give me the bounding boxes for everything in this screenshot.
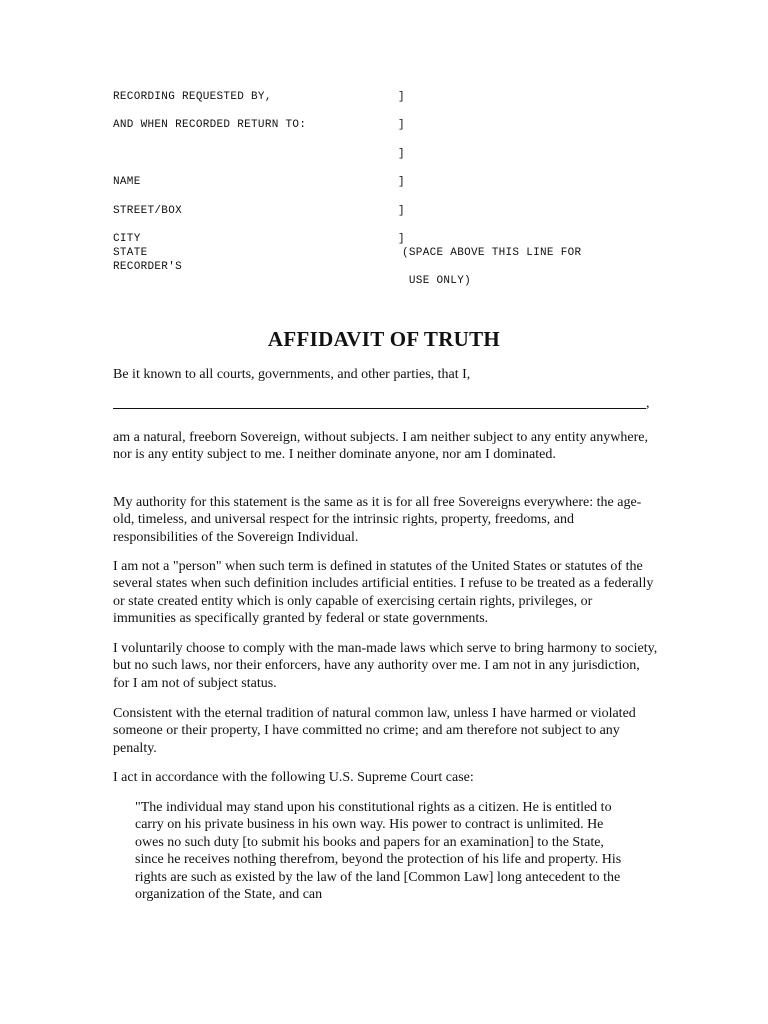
name-blank-line — [113, 408, 646, 409]
bracket: ] — [398, 205, 405, 217]
name-label: NAME — [113, 176, 141, 188]
bracket: ] — [398, 119, 405, 131]
recorders-label: RECORDER'S — [113, 261, 183, 273]
bracket: ] — [398, 233, 405, 245]
paragraph-2: My authority for this statement is the same as it is for all free Sovereigns everywhere: the age-old, timeless, and universal respect for the intrinsic rights, property, freedoms, and responsibilities of the Sovereign Individual. — [113, 495, 642, 545]
city-label: CITY — [113, 233, 141, 245]
paragraph-3: I am not a "person" when such term is defined in statutes of the United States or statutes of the several states when such definition includes artificial entities. I refuse to be treated as a federally or state created entity which is only capable of exercising certain rights, privileges, or immunities as specifically granted by federal or state governments. — [113, 559, 654, 627]
bracket: ] — [398, 176, 405, 188]
recorded-return-to: AND WHEN RECORDED RETURN TO: — [113, 119, 307, 131]
state-label: STATE — [113, 247, 148, 259]
intro-text: Be it known to all courts, governments, and other parties, that I, — [113, 367, 471, 382]
space-note-line-2: USE ONLY) — [402, 275, 472, 287]
bracket: ] — [398, 91, 405, 103]
street-label: STREET/BOX — [113, 205, 183, 217]
paragraph-1: am a natural, freeborn Sovereign, without subjects. I am neither subject to any entity anywhere, nor is any entity subject to me. I neither dominate anyone, nor am I dominated. — [113, 430, 648, 463]
bracket: ] — [398, 148, 405, 160]
paragraph-5: Consistent with the eternal tradition of natural common law, unless I have harmed or violated someone or their property, I have committed no crime; and am therefore not subject to any penalty. — [113, 706, 636, 756]
blank-comma: , — [646, 396, 650, 411]
paragraph-4: I voluntarily choose to comply with the man-made laws which serve to bring harmony to society, but no such laws, nor their enforcers, have any authority over me. I am not in any jurisdiction, for I am not of subject status. — [113, 641, 658, 691]
space-note-line-1: (SPACE ABOVE THIS LINE FOR — [402, 247, 582, 259]
paragraph-6: I act in accordance with the following U.S. Supreme Court case: — [113, 770, 474, 785]
document-title: AFFIDAVIT OF TRUTH — [267, 327, 501, 351]
supreme-court-quote: "The individual may stand upon his constitutional rights as a citizen. He is entitled to carry on his private business in his own way. His power to contract is unlimited. He owes no such duty [to submit his books and papers for an examination] to the State, since he receives nothing therefrom, beyond the protection of his life and property. His rights are such as existed by the law of the land [Common Law] long antecedent to the organization of the State, and can — [135, 800, 622, 903]
recording-requested-by: RECORDING REQUESTED BY, — [113, 91, 272, 103]
